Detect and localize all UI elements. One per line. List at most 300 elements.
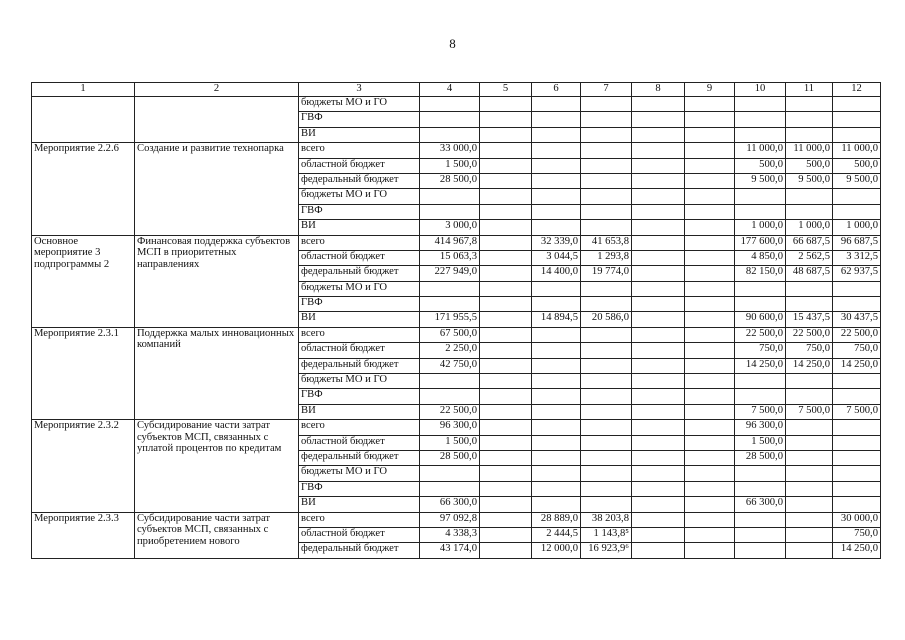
table-row xyxy=(32,420,881,435)
value-cell-col-12 xyxy=(833,97,881,112)
value-cell-col-11: 14 250,0 xyxy=(786,358,833,373)
value-cell-col-11 xyxy=(786,189,833,204)
value-cell-col-12: 750,0 xyxy=(833,527,881,542)
value-cell-col-6 xyxy=(532,435,581,450)
value-cell-col-11: 750,0 xyxy=(786,343,833,358)
value-cell-col-6: 14 400,0 xyxy=(532,266,581,281)
value-cell-col-6 xyxy=(532,404,581,419)
value-cell-col-9 xyxy=(685,266,735,281)
value-cell-col-6 xyxy=(532,327,581,342)
value-cell-col-4 xyxy=(420,374,480,389)
column-header: 7 xyxy=(581,83,632,97)
value-cell-col-10: 9 500,0 xyxy=(735,173,786,188)
value-cell-col-6 xyxy=(532,158,581,173)
value-cell-col-8 xyxy=(632,343,685,358)
value-cell-col-9 xyxy=(685,404,735,419)
value-cell-col-8 xyxy=(632,389,685,404)
value-cell-col-8 xyxy=(632,450,685,465)
value-cell-col-8 xyxy=(632,527,685,542)
value-cell-col-4: 4 338,3 xyxy=(420,527,480,542)
value-cell-col-9 xyxy=(685,143,735,158)
value-cell-col-4 xyxy=(420,204,480,219)
value-cell-col-6 xyxy=(532,281,581,296)
value-cell-col-5 xyxy=(480,281,532,296)
value-cell-col-6: 32 339,0 xyxy=(532,235,581,250)
value-cell-col-10: 4 850,0 xyxy=(735,250,786,265)
value-cell-col-4 xyxy=(420,466,480,481)
value-cell-col-12 xyxy=(833,112,881,127)
value-cell-col-12: 750,0 xyxy=(833,343,881,358)
value-cell-col-8 xyxy=(632,220,685,235)
value-cell-col-9 xyxy=(685,189,735,204)
measure-name: Мероприятие 2.3.3 xyxy=(32,512,135,558)
value-cell-col-11: 1 000,0 xyxy=(786,220,833,235)
value-cell-col-5 xyxy=(480,112,532,127)
value-cell-col-4 xyxy=(420,112,480,127)
value-cell-col-6 xyxy=(532,143,581,158)
value-cell-col-8 xyxy=(632,512,685,527)
funding-source: областной бюджет xyxy=(299,435,420,450)
value-cell-col-5 xyxy=(480,189,532,204)
value-cell-col-10: 82 150,0 xyxy=(735,266,786,281)
value-cell-col-7 xyxy=(581,189,632,204)
value-cell-col-11: 11 000,0 xyxy=(786,143,833,158)
value-cell-col-11 xyxy=(786,281,833,296)
value-cell-col-9 xyxy=(685,173,735,188)
value-cell-col-4: 28 500,0 xyxy=(420,450,480,465)
measure-name: Основное мероприятие 3 подпрограммы 2 xyxy=(32,235,135,327)
value-cell-col-7 xyxy=(581,450,632,465)
value-cell-col-7 xyxy=(581,158,632,173)
value-cell-col-7 xyxy=(581,112,632,127)
value-cell-col-10 xyxy=(735,527,786,542)
value-cell-col-8 xyxy=(632,404,685,419)
value-cell-col-11 xyxy=(786,297,833,312)
value-cell-col-12: 30 437,5 xyxy=(833,312,881,327)
funding-source: федеральный бюджет xyxy=(299,266,420,281)
value-cell-col-11 xyxy=(786,466,833,481)
funding-source: федеральный бюджет xyxy=(299,450,420,465)
value-cell-col-8 xyxy=(632,266,685,281)
value-cell-col-10 xyxy=(735,297,786,312)
value-cell-col-6 xyxy=(532,173,581,188)
value-cell-col-12 xyxy=(833,204,881,219)
value-cell-col-11 xyxy=(786,543,833,558)
value-cell-col-11 xyxy=(786,450,833,465)
measure-description: Субсидирование части затрат субъектов МСП, связанных с приобретением нового xyxy=(135,512,299,558)
funding-source: федеральный бюджет xyxy=(299,358,420,373)
value-cell-col-4: 96 300,0 xyxy=(420,420,480,435)
value-cell-col-4: 227 949,0 xyxy=(420,266,480,281)
value-cell-col-11 xyxy=(786,512,833,527)
value-cell-col-12 xyxy=(833,466,881,481)
funding-source: ВИ xyxy=(299,312,420,327)
value-cell-col-9 xyxy=(685,389,735,404)
value-cell-col-5 xyxy=(480,358,532,373)
value-cell-col-10 xyxy=(735,466,786,481)
value-cell-col-9 xyxy=(685,281,735,296)
table-row xyxy=(32,97,881,112)
value-cell-col-11 xyxy=(786,420,833,435)
value-cell-col-8 xyxy=(632,173,685,188)
value-cell-col-11: 48 687,5 xyxy=(786,266,833,281)
value-cell-col-8 xyxy=(632,158,685,173)
value-cell-col-8 xyxy=(632,358,685,373)
value-cell-col-10: 1 000,0 xyxy=(735,220,786,235)
value-cell-col-9 xyxy=(685,435,735,450)
value-cell-col-9 xyxy=(685,312,735,327)
value-cell-col-10 xyxy=(735,112,786,127)
value-cell-col-8 xyxy=(632,297,685,312)
value-cell-col-6 xyxy=(532,297,581,312)
value-cell-col-7 xyxy=(581,481,632,496)
value-cell-col-6: 28 889,0 xyxy=(532,512,581,527)
value-cell-col-12 xyxy=(833,420,881,435)
value-cell-col-10 xyxy=(735,97,786,112)
column-header: 8 xyxy=(632,83,685,97)
value-cell-col-6: 3 044,5 xyxy=(532,250,581,265)
value-cell-col-10 xyxy=(735,127,786,142)
value-cell-col-7: 16 923,9⁶ xyxy=(581,543,632,558)
value-cell-col-5 xyxy=(480,97,532,112)
table-header-row xyxy=(32,83,881,97)
funding-source: ВИ xyxy=(299,497,420,512)
value-cell-col-4 xyxy=(420,281,480,296)
value-cell-col-4: 33 000,0 xyxy=(420,143,480,158)
value-cell-col-12 xyxy=(833,389,881,404)
value-cell-col-6 xyxy=(532,189,581,204)
value-cell-col-6 xyxy=(532,220,581,235)
value-cell-col-12 xyxy=(833,297,881,312)
value-cell-col-10: 14 250,0 xyxy=(735,358,786,373)
column-header: 1 xyxy=(32,83,135,97)
value-cell-col-12: 500,0 xyxy=(833,158,881,173)
funding-source: всего xyxy=(299,327,420,342)
value-cell-col-6 xyxy=(532,358,581,373)
value-cell-col-11: 9 500,0 xyxy=(786,173,833,188)
value-cell-col-7 xyxy=(581,420,632,435)
measure-name: Мероприятие 2.3.2 xyxy=(32,420,135,512)
value-cell-col-4: 171 955,5 xyxy=(420,312,480,327)
value-cell-col-12: 11 000,0 xyxy=(833,143,881,158)
value-cell-col-9 xyxy=(685,420,735,435)
column-header: 9 xyxy=(685,83,735,97)
value-cell-col-10: 96 300,0 xyxy=(735,420,786,435)
value-cell-col-5 xyxy=(480,466,532,481)
value-cell-col-9 xyxy=(685,543,735,558)
value-cell-col-7 xyxy=(581,204,632,219)
value-cell-col-8 xyxy=(632,466,685,481)
value-cell-col-6 xyxy=(532,420,581,435)
value-cell-col-7 xyxy=(581,143,632,158)
value-cell-col-5 xyxy=(480,543,532,558)
value-cell-col-10: 28 500,0 xyxy=(735,450,786,465)
value-cell-col-9 xyxy=(685,527,735,542)
funding-source: бюджеты МО и ГО xyxy=(299,466,420,481)
funding-source: ГВФ xyxy=(299,389,420,404)
column-header: 11 xyxy=(786,83,833,97)
value-cell-col-11 xyxy=(786,389,833,404)
value-cell-col-10: 1 500,0 xyxy=(735,435,786,450)
value-cell-col-6: 2 444,5 xyxy=(532,527,581,542)
value-cell-col-10 xyxy=(735,374,786,389)
funding-source: всего xyxy=(299,235,420,250)
table-row xyxy=(32,327,881,342)
funding-source: всего xyxy=(299,420,420,435)
value-cell-col-5 xyxy=(480,420,532,435)
value-cell-col-4 xyxy=(420,127,480,142)
column-header: 2 xyxy=(135,83,299,97)
value-cell-col-10: 11 000,0 xyxy=(735,143,786,158)
value-cell-col-12 xyxy=(833,450,881,465)
value-cell-col-10 xyxy=(735,543,786,558)
funding-source: бюджеты МО и ГО xyxy=(299,189,420,204)
value-cell-col-7 xyxy=(581,358,632,373)
value-cell-col-5 xyxy=(480,512,532,527)
value-cell-col-5 xyxy=(480,389,532,404)
value-cell-col-7 xyxy=(581,297,632,312)
value-cell-col-8 xyxy=(632,543,685,558)
value-cell-col-9 xyxy=(685,250,735,265)
value-cell-col-10: 177 600,0 xyxy=(735,235,786,250)
value-cell-col-12: 30 000,0 xyxy=(833,512,881,527)
value-cell-col-11: 66 687,5 xyxy=(786,235,833,250)
value-cell-col-10: 22 500,0 xyxy=(735,327,786,342)
funding-source: областной бюджет xyxy=(299,343,420,358)
value-cell-col-9 xyxy=(685,112,735,127)
value-cell-col-5 xyxy=(480,173,532,188)
value-cell-col-10 xyxy=(735,189,786,204)
value-cell-col-4: 22 500,0 xyxy=(420,404,480,419)
value-cell-col-7 xyxy=(581,327,632,342)
value-cell-col-4 xyxy=(420,389,480,404)
value-cell-col-12: 14 250,0 xyxy=(833,543,881,558)
measure-name: Мероприятие 2.3.1 xyxy=(32,327,135,419)
measure-name: Мероприятие 2.2.6 xyxy=(32,143,135,235)
value-cell-col-4: 66 300,0 xyxy=(420,497,480,512)
value-cell-col-11 xyxy=(786,527,833,542)
funding-source: бюджеты МО и ГО xyxy=(299,97,420,112)
value-cell-col-8 xyxy=(632,112,685,127)
value-cell-col-4 xyxy=(420,97,480,112)
value-cell-col-11 xyxy=(786,204,833,219)
value-cell-col-4: 1 500,0 xyxy=(420,158,480,173)
value-cell-col-7: 1 293,8 xyxy=(581,250,632,265)
value-cell-col-7 xyxy=(581,281,632,296)
value-cell-col-11: 7 500,0 xyxy=(786,404,833,419)
value-cell-col-5 xyxy=(480,235,532,250)
value-cell-col-11 xyxy=(786,112,833,127)
value-cell-col-6 xyxy=(532,389,581,404)
empty-cell xyxy=(32,97,135,143)
funding-source: ВИ xyxy=(299,127,420,142)
value-cell-col-12 xyxy=(833,435,881,450)
value-cell-col-5 xyxy=(480,127,532,142)
value-cell-col-12: 22 500,0 xyxy=(833,327,881,342)
value-cell-col-10 xyxy=(735,281,786,296)
table-row xyxy=(32,512,881,527)
value-cell-col-8 xyxy=(632,327,685,342)
value-cell-col-5 xyxy=(480,343,532,358)
value-cell-col-10 xyxy=(735,512,786,527)
value-cell-col-11 xyxy=(786,97,833,112)
value-cell-col-6 xyxy=(532,497,581,512)
value-cell-col-4: 43 174,0 xyxy=(420,543,480,558)
value-cell-col-9 xyxy=(685,374,735,389)
value-cell-col-10 xyxy=(735,204,786,219)
value-cell-col-6 xyxy=(532,450,581,465)
funding-source: ГВФ xyxy=(299,204,420,219)
value-cell-col-8 xyxy=(632,481,685,496)
value-cell-col-12 xyxy=(833,189,881,204)
value-cell-col-10: 66 300,0 xyxy=(735,497,786,512)
value-cell-col-5 xyxy=(480,527,532,542)
funding-source: всего xyxy=(299,143,420,158)
measure-description: Создание и развитие технопарка xyxy=(135,143,299,235)
value-cell-col-9 xyxy=(685,220,735,235)
funding-source: всего xyxy=(299,512,420,527)
value-cell-col-4: 3 000,0 xyxy=(420,220,480,235)
value-cell-col-11: 500,0 xyxy=(786,158,833,173)
value-cell-col-9 xyxy=(685,297,735,312)
value-cell-col-11 xyxy=(786,481,833,496)
value-cell-col-10 xyxy=(735,389,786,404)
value-cell-col-12: 96 687,5 xyxy=(833,235,881,250)
value-cell-col-8 xyxy=(632,312,685,327)
value-cell-col-5 xyxy=(480,450,532,465)
value-cell-col-10: 7 500,0 xyxy=(735,404,786,419)
value-cell-col-5 xyxy=(480,204,532,219)
value-cell-col-6: 12 000,0 xyxy=(532,543,581,558)
value-cell-col-5 xyxy=(480,312,532,327)
value-cell-col-7: 1 143,8⁵ xyxy=(581,527,632,542)
value-cell-col-12: 3 312,5 xyxy=(833,250,881,265)
value-cell-col-4: 15 063,3 xyxy=(420,250,480,265)
measure-description: Финансовая поддержка субъектов МСП в приоритетных направлениях xyxy=(135,235,299,327)
value-cell-col-7: 41 653,8 xyxy=(581,235,632,250)
empty-cell xyxy=(135,97,299,143)
value-cell-col-12 xyxy=(833,497,881,512)
value-cell-col-9 xyxy=(685,97,735,112)
value-cell-col-6 xyxy=(532,127,581,142)
value-cell-col-9 xyxy=(685,497,735,512)
page-number: 8 xyxy=(449,36,456,51)
value-cell-col-8 xyxy=(632,189,685,204)
value-cell-col-4: 67 500,0 xyxy=(420,327,480,342)
value-cell-col-6 xyxy=(532,112,581,127)
value-cell-col-12: 1 000,0 xyxy=(833,220,881,235)
funding-source: федеральный бюджет xyxy=(299,543,420,558)
funding-source: ГВФ xyxy=(299,481,420,496)
value-cell-col-5 xyxy=(480,266,532,281)
value-cell-col-8 xyxy=(632,281,685,296)
value-cell-col-6 xyxy=(532,481,581,496)
value-cell-col-8 xyxy=(632,435,685,450)
value-cell-col-9 xyxy=(685,235,735,250)
value-cell-col-7 xyxy=(581,97,632,112)
funding-source: федеральный бюджет xyxy=(299,173,420,188)
value-cell-col-6 xyxy=(532,204,581,219)
value-cell-col-8 xyxy=(632,420,685,435)
column-header: 10 xyxy=(735,83,786,97)
table-row xyxy=(32,235,881,250)
value-cell-col-5 xyxy=(480,143,532,158)
value-cell-col-8 xyxy=(632,127,685,142)
value-cell-col-10: 750,0 xyxy=(735,343,786,358)
value-cell-col-7: 20 586,0 xyxy=(581,312,632,327)
value-cell-col-9 xyxy=(685,481,735,496)
funding-source: ГВФ xyxy=(299,112,420,127)
value-cell-col-8 xyxy=(632,143,685,158)
table-body xyxy=(32,97,881,559)
column-header: 3 xyxy=(299,83,420,97)
value-cell-col-6 xyxy=(532,466,581,481)
value-cell-col-9 xyxy=(685,327,735,342)
value-cell-col-5 xyxy=(480,404,532,419)
value-cell-col-4 xyxy=(420,189,480,204)
value-cell-col-4: 28 500,0 xyxy=(420,173,480,188)
value-cell-col-5 xyxy=(480,435,532,450)
value-cell-col-10 xyxy=(735,481,786,496)
funding-source: ВИ xyxy=(299,220,420,235)
value-cell-col-6: 14 894,5 xyxy=(532,312,581,327)
measure-description: Поддержка малых инновационных компаний xyxy=(135,327,299,419)
funding-source: областной бюджет xyxy=(299,250,420,265)
value-cell-col-5 xyxy=(480,374,532,389)
value-cell-col-5 xyxy=(480,250,532,265)
value-cell-col-9 xyxy=(685,512,735,527)
value-cell-col-5 xyxy=(480,158,532,173)
value-cell-col-12 xyxy=(833,481,881,496)
value-cell-col-11 xyxy=(786,374,833,389)
funding-source: областной бюджет xyxy=(299,527,420,542)
value-cell-col-7 xyxy=(581,466,632,481)
value-cell-col-11 xyxy=(786,497,833,512)
value-cell-col-4: 97 092,8 xyxy=(420,512,480,527)
measure-description: Субсидирование части затрат субъектов МСП, связанных с уплатой процентов по кредитам xyxy=(135,420,299,512)
value-cell-col-5 xyxy=(480,481,532,496)
value-cell-col-6 xyxy=(532,97,581,112)
funding-source: бюджеты МО и ГО xyxy=(299,281,420,296)
funding-source: бюджеты МО и ГО xyxy=(299,374,420,389)
value-cell-col-6 xyxy=(532,343,581,358)
value-cell-col-12: 7 500,0 xyxy=(833,404,881,419)
value-cell-col-7: 38 203,8 xyxy=(581,512,632,527)
value-cell-col-4: 42 750,0 xyxy=(420,358,480,373)
value-cell-col-8 xyxy=(632,497,685,512)
column-header: 4 xyxy=(420,83,480,97)
value-cell-col-7 xyxy=(581,389,632,404)
value-cell-col-6 xyxy=(532,374,581,389)
funding-source: ВИ xyxy=(299,404,420,419)
value-cell-col-7 xyxy=(581,343,632,358)
value-cell-col-8 xyxy=(632,374,685,389)
value-cell-col-9 xyxy=(685,466,735,481)
column-header: 6 xyxy=(532,83,581,97)
value-cell-col-9 xyxy=(685,450,735,465)
value-cell-col-11: 15 437,5 xyxy=(786,312,833,327)
value-cell-col-7 xyxy=(581,497,632,512)
value-cell-col-12 xyxy=(833,127,881,142)
value-cell-col-7 xyxy=(581,127,632,142)
value-cell-col-12: 9 500,0 xyxy=(833,173,881,188)
funding-source: ГВФ xyxy=(299,297,420,312)
value-cell-col-9 xyxy=(685,358,735,373)
value-cell-col-7 xyxy=(581,173,632,188)
column-header: 12 xyxy=(833,83,881,97)
value-cell-col-11: 22 500,0 xyxy=(786,327,833,342)
value-cell-col-5 xyxy=(480,297,532,312)
